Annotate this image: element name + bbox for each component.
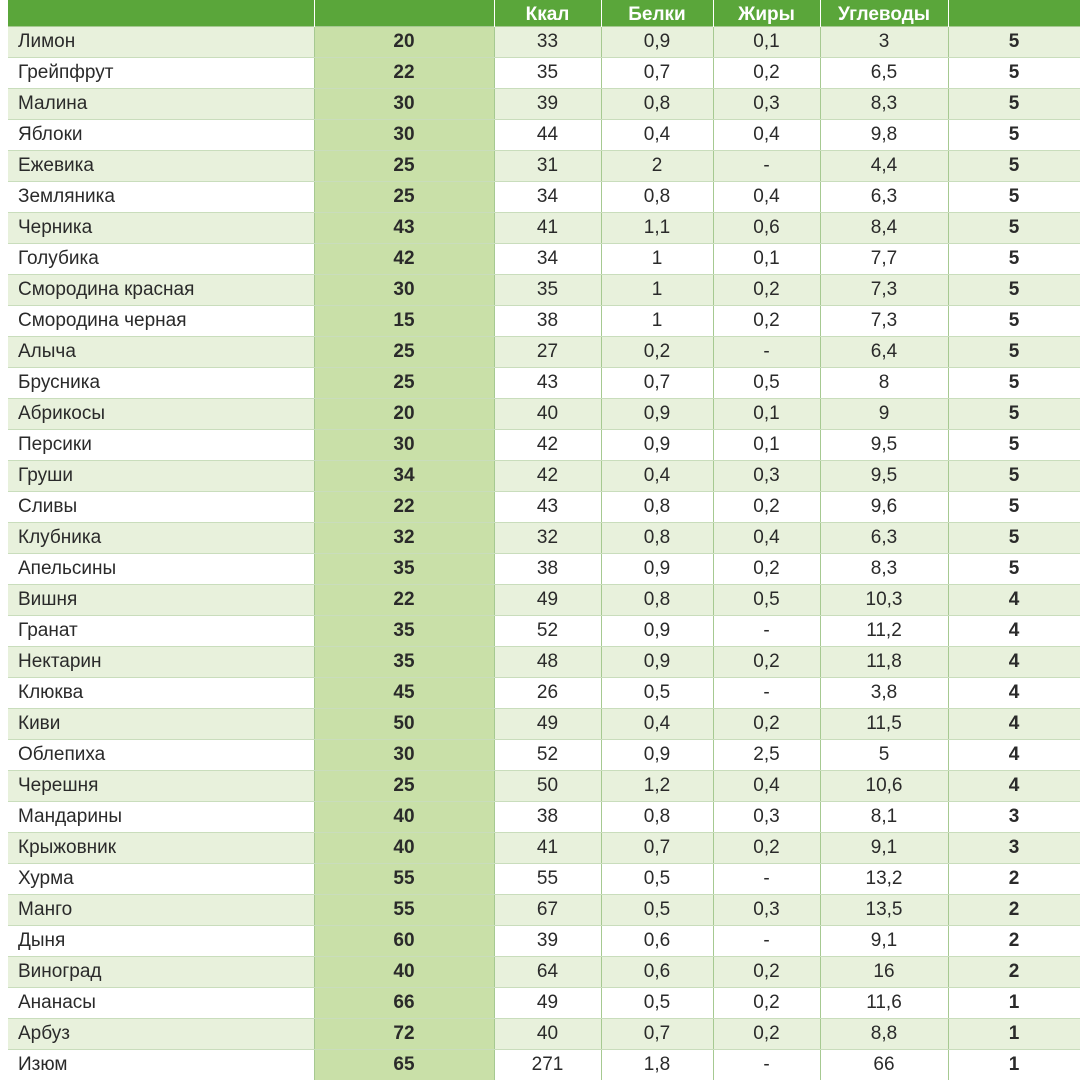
table-row: [8, 1019, 1080, 1050]
table-row: [8, 182, 1080, 213]
cell-name: Персики: [8, 430, 314, 461]
cell-fat: -: [713, 337, 820, 368]
cell-kcal: 40: [494, 399, 601, 430]
cell-protein: 0,9: [601, 554, 713, 585]
cell-name: Манго: [8, 895, 314, 926]
cell-protein: 0,8: [601, 492, 713, 523]
table-row: [8, 120, 1080, 151]
cell-fat: 0,3: [713, 802, 820, 833]
cell-score: 5: [948, 523, 1080, 554]
cell-kcal: 34: [494, 244, 601, 275]
cell-name: Алыча: [8, 337, 314, 368]
cell-kcal: 43: [494, 492, 601, 523]
cell-fat: 0,3: [713, 461, 820, 492]
cell-fat: 0,2: [713, 492, 820, 523]
cell-carbs: 9,5: [820, 430, 948, 461]
cell-score: 5: [948, 27, 1080, 58]
cell-gi: 22: [314, 585, 494, 616]
cell-protein: 0,7: [601, 833, 713, 864]
cell-gi: 25: [314, 337, 494, 368]
cell-fat: 0,4: [713, 523, 820, 554]
cell-protein: 0,8: [601, 182, 713, 213]
cell-gi: 35: [314, 554, 494, 585]
cell-carbs: 16: [820, 957, 948, 988]
cell-score: 5: [948, 337, 1080, 368]
cell-protein: 0,9: [601, 740, 713, 771]
cell-protein: 0,8: [601, 89, 713, 120]
cell-protein: 2: [601, 151, 713, 182]
cell-carbs: 8,4: [820, 213, 948, 244]
table-row: [8, 802, 1080, 833]
cell-carbs: 8,3: [820, 554, 948, 585]
table-row: [8, 430, 1080, 461]
cell-kcal: 41: [494, 833, 601, 864]
cell-score: 5: [948, 120, 1080, 151]
cell-protein: 0,4: [601, 709, 713, 740]
cell-score: 2: [948, 864, 1080, 895]
cell-fat: 0,2: [713, 58, 820, 89]
cell-score: 1: [948, 1019, 1080, 1050]
cell-protein: 0,7: [601, 1019, 713, 1050]
cell-protein: 0,9: [601, 27, 713, 58]
cell-kcal: 67: [494, 895, 601, 926]
cell-protein: 0,5: [601, 895, 713, 926]
cell-carbs: 7,3: [820, 306, 948, 337]
table-row: [8, 833, 1080, 864]
cell-kcal: 31: [494, 151, 601, 182]
cell-gi: 20: [314, 27, 494, 58]
cell-kcal: 39: [494, 89, 601, 120]
cell-fat: 0,3: [713, 895, 820, 926]
cell-kcal: 49: [494, 988, 601, 1019]
cell-carbs: 7,3: [820, 275, 948, 306]
cell-fat: -: [713, 864, 820, 895]
cell-name: Вишня: [8, 585, 314, 616]
cell-carbs: 13,5: [820, 895, 948, 926]
cell-protein: 1: [601, 244, 713, 275]
fruit-nutrition-table: [8, 0, 1080, 1080]
cell-fat: -: [713, 151, 820, 182]
table-row: [8, 616, 1080, 647]
table-row: [8, 89, 1080, 120]
table-row: [8, 244, 1080, 275]
table-row: [8, 647, 1080, 678]
cell-kcal: 35: [494, 58, 601, 89]
table-row: [8, 492, 1080, 523]
cell-kcal: 52: [494, 616, 601, 647]
cell-fat: 0,2: [713, 957, 820, 988]
cell-score: 5: [948, 182, 1080, 213]
cell-name: Крыжовник: [8, 833, 314, 864]
cell-protein: 0,6: [601, 926, 713, 957]
cell-fat: 2,5: [713, 740, 820, 771]
cell-protein: 1,2: [601, 771, 713, 802]
table-row: [8, 554, 1080, 585]
cell-name: Сливы: [8, 492, 314, 523]
cell-carbs: 5: [820, 740, 948, 771]
cell-name: Малина: [8, 89, 314, 120]
cell-score: 4: [948, 740, 1080, 771]
cell-name: Груши: [8, 461, 314, 492]
cell-name: Черешня: [8, 771, 314, 802]
cell-fat: 0,4: [713, 120, 820, 151]
cell-carbs: 3: [820, 27, 948, 58]
table-row: [8, 740, 1080, 771]
cell-carbs: 9: [820, 399, 948, 430]
cell-score: 4: [948, 647, 1080, 678]
cell-gi: 72: [314, 1019, 494, 1050]
cell-carbs: 7,7: [820, 244, 948, 275]
cell-gi: 45: [314, 678, 494, 709]
cell-fat: 0,5: [713, 585, 820, 616]
cell-name: Яблоки: [8, 120, 314, 151]
cell-gi: 34: [314, 461, 494, 492]
cell-fat: 0,6: [713, 213, 820, 244]
cell-gi: 42: [314, 244, 494, 275]
cell-gi: 65: [314, 1050, 494, 1080]
cell-carbs: 10,6: [820, 771, 948, 802]
cell-kcal: 43: [494, 368, 601, 399]
table-row: [8, 864, 1080, 895]
cell-kcal: 49: [494, 709, 601, 740]
cell-protein: 1: [601, 306, 713, 337]
cell-gi: 60: [314, 926, 494, 957]
cell-gi: 40: [314, 833, 494, 864]
cell-kcal: 42: [494, 430, 601, 461]
cell-protein: 0,7: [601, 58, 713, 89]
cell-score: 5: [948, 492, 1080, 523]
cell-fat: 0,3: [713, 89, 820, 120]
table-row: [8, 926, 1080, 957]
cell-fat: 0,5: [713, 368, 820, 399]
cell-fat: 0,2: [713, 1019, 820, 1050]
cell-score: 5: [948, 89, 1080, 120]
cell-kcal: 271: [494, 1050, 601, 1080]
cell-gi: 40: [314, 802, 494, 833]
cell-kcal: 52: [494, 740, 601, 771]
cell-protein: 0,5: [601, 678, 713, 709]
cell-fat: 0,4: [713, 771, 820, 802]
cell-gi: 40: [314, 957, 494, 988]
cell-gi: 55: [314, 895, 494, 926]
cell-gi: 66: [314, 988, 494, 1019]
cell-name: Голубика: [8, 244, 314, 275]
table-row: [8, 368, 1080, 399]
cell-score: 4: [948, 771, 1080, 802]
cell-carbs: 9,1: [820, 926, 948, 957]
cell-name: Абрикосы: [8, 399, 314, 430]
cell-kcal: 38: [494, 554, 601, 585]
cell-score: 5: [948, 151, 1080, 182]
cell-score: 3: [948, 802, 1080, 833]
cell-fat: 0,2: [713, 833, 820, 864]
table-row: [8, 58, 1080, 89]
cell-carbs: 11,6: [820, 988, 948, 1019]
table-row: [8, 213, 1080, 244]
table-row: [8, 1050, 1080, 1080]
cell-gi: 25: [314, 151, 494, 182]
cell-score: 2: [948, 926, 1080, 957]
table-row: [8, 523, 1080, 554]
table-row: [8, 988, 1080, 1019]
cell-kcal: 26: [494, 678, 601, 709]
cell-gi: 35: [314, 647, 494, 678]
cell-protein: 0,9: [601, 430, 713, 461]
cell-gi: 30: [314, 430, 494, 461]
cell-kcal: 41: [494, 213, 601, 244]
cell-score: 5: [948, 244, 1080, 275]
cell-score: 3: [948, 833, 1080, 864]
cell-protein: 0,9: [601, 647, 713, 678]
cell-name: Мандарины: [8, 802, 314, 833]
table-row: [8, 27, 1080, 58]
cell-gi: 55: [314, 864, 494, 895]
cell-gi: 22: [314, 492, 494, 523]
cell-kcal: 64: [494, 957, 601, 988]
cell-name: Облепиха: [8, 740, 314, 771]
cell-carbs: 9,1: [820, 833, 948, 864]
cell-score: 1: [948, 1050, 1080, 1080]
cell-score: 4: [948, 678, 1080, 709]
cell-carbs: 6,3: [820, 182, 948, 213]
table-row: [8, 306, 1080, 337]
cell-fat: 0,2: [713, 988, 820, 1019]
cell-carbs: 9,5: [820, 461, 948, 492]
cell-name: Апельсины: [8, 554, 314, 585]
table-row: [8, 895, 1080, 926]
cell-kcal: 48: [494, 647, 601, 678]
cell-kcal: 33: [494, 27, 601, 58]
cell-kcal: 35: [494, 275, 601, 306]
cell-gi: 30: [314, 275, 494, 306]
cell-protein: 0,4: [601, 461, 713, 492]
cell-score: 4: [948, 616, 1080, 647]
header-gi: [314, 0, 494, 27]
cell-gi: 25: [314, 182, 494, 213]
header-name: [8, 0, 314, 27]
cell-score: 2: [948, 957, 1080, 988]
cell-score: 5: [948, 306, 1080, 337]
cell-score: 4: [948, 585, 1080, 616]
cell-fat: -: [713, 1050, 820, 1080]
cell-name: Нектарин: [8, 647, 314, 678]
cell-carbs: 66: [820, 1050, 948, 1080]
cell-gi: 50: [314, 709, 494, 740]
table-row: [8, 678, 1080, 709]
cell-carbs: 6,5: [820, 58, 948, 89]
cell-fat: 0,2: [713, 306, 820, 337]
cell-fat: 0,1: [713, 27, 820, 58]
cell-name: Киви: [8, 709, 314, 740]
cell-kcal: 39: [494, 926, 601, 957]
cell-name: Ананасы: [8, 988, 314, 1019]
cell-fat: 0,1: [713, 244, 820, 275]
cell-kcal: 38: [494, 802, 601, 833]
cell-score: 1: [948, 988, 1080, 1019]
cell-name: Дыня: [8, 926, 314, 957]
cell-fat: 0,1: [713, 399, 820, 430]
cell-gi: 30: [314, 740, 494, 771]
header-kcal: Ккал: [494, 0, 601, 27]
cell-name: Смородина красная: [8, 275, 314, 306]
cell-gi: 35: [314, 616, 494, 647]
cell-fat: 0,2: [713, 554, 820, 585]
cell-name: Грейпфрут: [8, 58, 314, 89]
table-row: [8, 585, 1080, 616]
cell-carbs: 9,6: [820, 492, 948, 523]
cell-name: Смородина черная: [8, 306, 314, 337]
table-row: [8, 461, 1080, 492]
cell-fat: 0,4: [713, 182, 820, 213]
cell-name: Земляника: [8, 182, 314, 213]
cell-kcal: 44: [494, 120, 601, 151]
cell-carbs: 11,2: [820, 616, 948, 647]
cell-carbs: 8: [820, 368, 948, 399]
cell-protein: 0,5: [601, 988, 713, 1019]
header-score: [948, 0, 1080, 27]
cell-fat: -: [713, 616, 820, 647]
cell-gi: 20: [314, 399, 494, 430]
cell-score: 5: [948, 430, 1080, 461]
cell-name: Изюм: [8, 1050, 314, 1080]
cell-kcal: 40: [494, 1019, 601, 1050]
cell-fat: 0,2: [713, 647, 820, 678]
cell-protein: 0,9: [601, 399, 713, 430]
cell-score: 2: [948, 895, 1080, 926]
cell-kcal: 50: [494, 771, 601, 802]
cell-protein: 0,5: [601, 864, 713, 895]
cell-fat: 0,2: [713, 275, 820, 306]
table-row: [8, 957, 1080, 988]
table-row: [8, 399, 1080, 430]
cell-name: Клюква: [8, 678, 314, 709]
table-row: [8, 151, 1080, 182]
cell-score: 5: [948, 368, 1080, 399]
table-row: [8, 771, 1080, 802]
cell-carbs: 6,4: [820, 337, 948, 368]
cell-protein: 1: [601, 275, 713, 306]
cell-score: 5: [948, 554, 1080, 585]
cell-kcal: 42: [494, 461, 601, 492]
table-row: [8, 337, 1080, 368]
cell-fat: 0,1: [713, 430, 820, 461]
cell-gi: 30: [314, 89, 494, 120]
cell-gi: 32: [314, 523, 494, 554]
cell-protein: 0,8: [601, 802, 713, 833]
cell-carbs: 3,8: [820, 678, 948, 709]
cell-carbs: 8,3: [820, 89, 948, 120]
cell-gi: 15: [314, 306, 494, 337]
header-row: [8, 0, 1080, 27]
cell-name: Лимон: [8, 27, 314, 58]
cell-gi: 43: [314, 213, 494, 244]
cell-name: Ежевика: [8, 151, 314, 182]
cell-carbs: 9,8: [820, 120, 948, 151]
cell-kcal: 55: [494, 864, 601, 895]
table-row: [8, 709, 1080, 740]
cell-protein: 0,2: [601, 337, 713, 368]
cell-kcal: 38: [494, 306, 601, 337]
cell-protein: 0,6: [601, 957, 713, 988]
cell-protein: 0,8: [601, 523, 713, 554]
cell-name: Брусника: [8, 368, 314, 399]
cell-score: 5: [948, 399, 1080, 430]
cell-carbs: 4,4: [820, 151, 948, 182]
cell-kcal: 34: [494, 182, 601, 213]
cell-protein: 1,8: [601, 1050, 713, 1080]
header-fat: Жиры: [713, 0, 820, 27]
cell-gi: 25: [314, 368, 494, 399]
cell-protein: 0,7: [601, 368, 713, 399]
cell-score: 5: [948, 213, 1080, 244]
cell-score: 4: [948, 709, 1080, 740]
table-header: [8, 0, 1080, 27]
cell-score: 5: [948, 461, 1080, 492]
cell-fat: -: [713, 678, 820, 709]
cell-fat: 0,2: [713, 709, 820, 740]
cell-carbs: 11,5: [820, 709, 948, 740]
cell-fat: -: [713, 926, 820, 957]
header-protein: Белки: [601, 0, 713, 27]
cell-name: Хурма: [8, 864, 314, 895]
cell-protein: 0,9: [601, 616, 713, 647]
cell-protein: 0,4: [601, 120, 713, 151]
cell-carbs: 6,3: [820, 523, 948, 554]
cell-gi: 30: [314, 120, 494, 151]
cell-carbs: 13,2: [820, 864, 948, 895]
cell-carbs: 8,8: [820, 1019, 948, 1050]
cell-protein: 1,1: [601, 213, 713, 244]
cell-score: 5: [948, 275, 1080, 306]
cell-carbs: 8,1: [820, 802, 948, 833]
cell-carbs: 10,3: [820, 585, 948, 616]
cell-kcal: 32: [494, 523, 601, 554]
cell-name: Черника: [8, 213, 314, 244]
header-carbs: Углеводы: [820, 0, 948, 27]
cell-kcal: 27: [494, 337, 601, 368]
cell-name: Арбуз: [8, 1019, 314, 1050]
cell-name: Клубника: [8, 523, 314, 554]
cell-gi: 22: [314, 58, 494, 89]
cell-gi: 25: [314, 771, 494, 802]
cell-score: 5: [948, 58, 1080, 89]
table-row: [8, 275, 1080, 306]
cell-name: Виноград: [8, 957, 314, 988]
table-body: [8, 27, 1080, 1080]
cell-carbs: 11,8: [820, 647, 948, 678]
cell-name: Гранат: [8, 616, 314, 647]
cell-protein: 0,8: [601, 585, 713, 616]
cell-kcal: 49: [494, 585, 601, 616]
